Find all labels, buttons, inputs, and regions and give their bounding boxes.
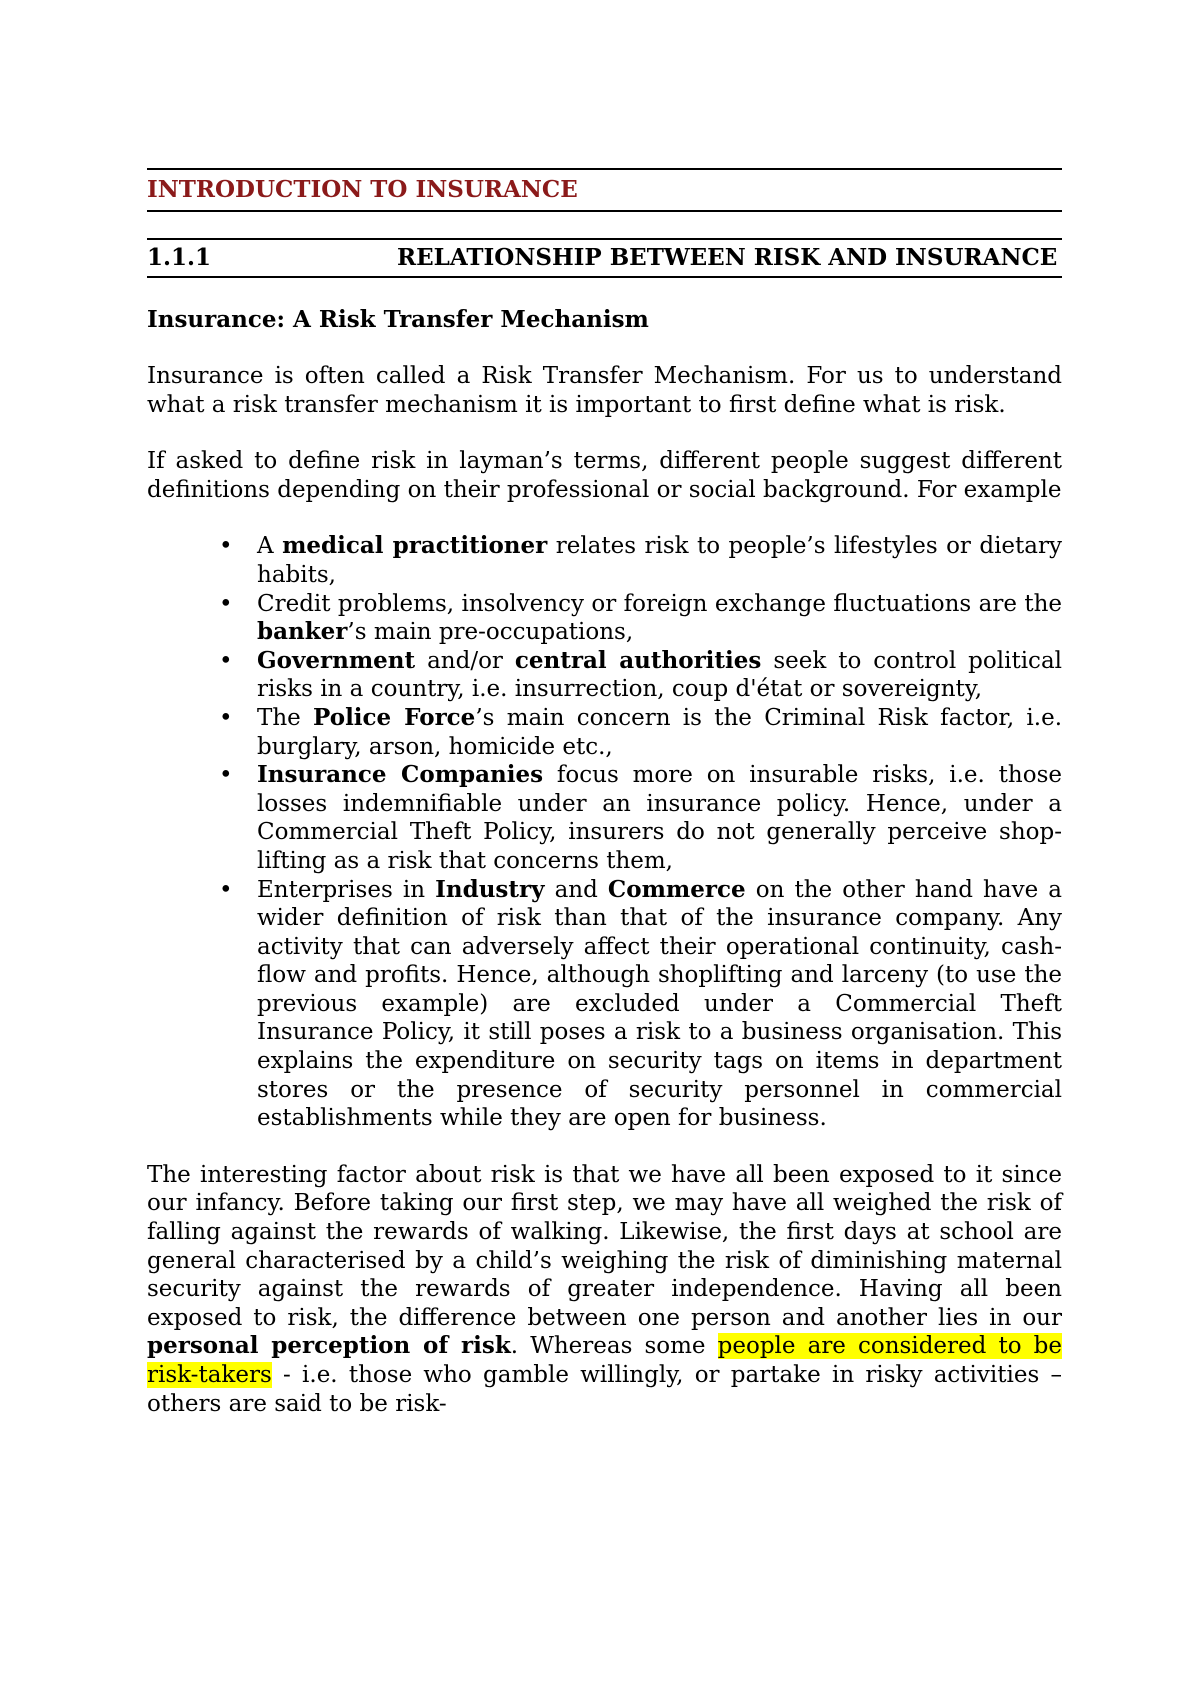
list-item-text: relates risk to people’s lifestyles or dietary habits, — [257, 533, 1062, 588]
paragraph-text: . Whereas some — [510, 1333, 718, 1360]
list-item-text: and — [544, 876, 608, 903]
list-item-text: ’s main concern is the Criminal Risk factor, i.e. burglary, arson, homicide etc., — [257, 704, 1063, 760]
paragraph-text: The interesting factor about risk is that we have all been exposed to it since our infancy. Before taking our first step, we may have all weighed the risk of falling against the rewards of walking. Likewise, the first days at school are general characterised by a child’s weighing the risk of diminishing maternal security against the rewards of greater independence. Having all been exposed to risk, the difference between one person and another lies in our — [147, 1161, 1062, 1331]
list-item — [257, 761, 1062, 875]
list-item-bold: medical practitioner — [282, 532, 548, 560]
list-item-bold: Police Force — [313, 703, 476, 731]
section-title: RELATIONSHIP BETWEEN RISK AND INSURANCE — [397, 244, 1058, 271]
chapter-bottom-rule — [147, 210, 1062, 212]
top-rule — [147, 168, 1062, 170]
list-item — [257, 704, 1062, 761]
list-item-bold: Insurance Companies — [257, 761, 544, 789]
list-item — [257, 876, 1062, 1133]
list-item-text: The — [257, 704, 314, 731]
highlighted-text: people are considered to be risk-takers — [147, 1333, 1062, 1388]
section-number: 1.1.1 — [147, 244, 212, 271]
document-page — [147, 168, 1062, 1418]
list-item-text: and/or — [415, 647, 515, 674]
list-item — [257, 647, 1062, 704]
list-item-bold: banker — [257, 618, 348, 646]
risk-perspectives-list — [147, 532, 1062, 1132]
list-item-text: ’s main pre-occupations, — [347, 619, 634, 646]
list-item-text: A — [257, 533, 283, 560]
section-top-rule — [147, 238, 1062, 240]
list-item-text: focus more on insurable risks, i.e. those losses indemnifiable under an insurance policy. Hence, under a Commercial Theft Policy, insurers do not generally perceive shop-lifting as a risk that concerns them, — [257, 762, 1062, 874]
paragraph-bold: personal perception of risk — [147, 1332, 511, 1360]
section-heading — [147, 244, 1062, 272]
section-bottom-rule — [147, 276, 1062, 278]
list-item-text: Credit problems, insolvency or foreign exchange fluctuations are the — [257, 590, 1062, 617]
paragraph-definitions: If asked to define risk in layman’s terms, different people suggest different definitions depending on their professional or social background. For example — [147, 448, 1062, 503]
section-block — [147, 238, 1062, 278]
list-item-bold: Commerce — [607, 875, 746, 903]
list-item-bold: central authorities — [514, 646, 762, 674]
list-item — [257, 532, 1062, 589]
list-item-text: on the other hand have a wider definition of risk than that of the insurance company. Any activity that can adversely affect their operational continuity, cash-flow and profits. Hence, although shoplifting and larceny (to use the previous example) are excluded under a Commercial Theft Insurance Policy, it still poses a risk to a business organisation. This explains the expenditure on security tags on items in department stores or the presence of security personnel in commercial establishments while they are open for business. — [257, 876, 1062, 1132]
sub-heading: Insurance: A Risk Transfer Mechanism — [147, 306, 649, 333]
paragraph-text: - i.e. those who gamble willingly, or partake in risky activities – others are said to be risk- — [147, 1362, 1062, 1417]
chapter-title: INTRODUCTION TO INSURANCE — [147, 176, 578, 203]
paragraph-perception — [147, 1161, 1062, 1418]
list-item-text: seek to control political risks in a country, i.e. insurrection, coup d'état or sovereignty, — [257, 647, 1063, 703]
list-item-bold: Government — [257, 646, 416, 674]
paragraph-intro: Insurance is often called a Risk Transfer Mechanism. For us to understand what a risk transfer mechanism it is important to first define what is risk. — [147, 363, 1062, 418]
list-item — [257, 590, 1062, 647]
list-item-bold: Industry — [435, 875, 545, 903]
list-item-text: Enterprises in — [257, 876, 436, 903]
